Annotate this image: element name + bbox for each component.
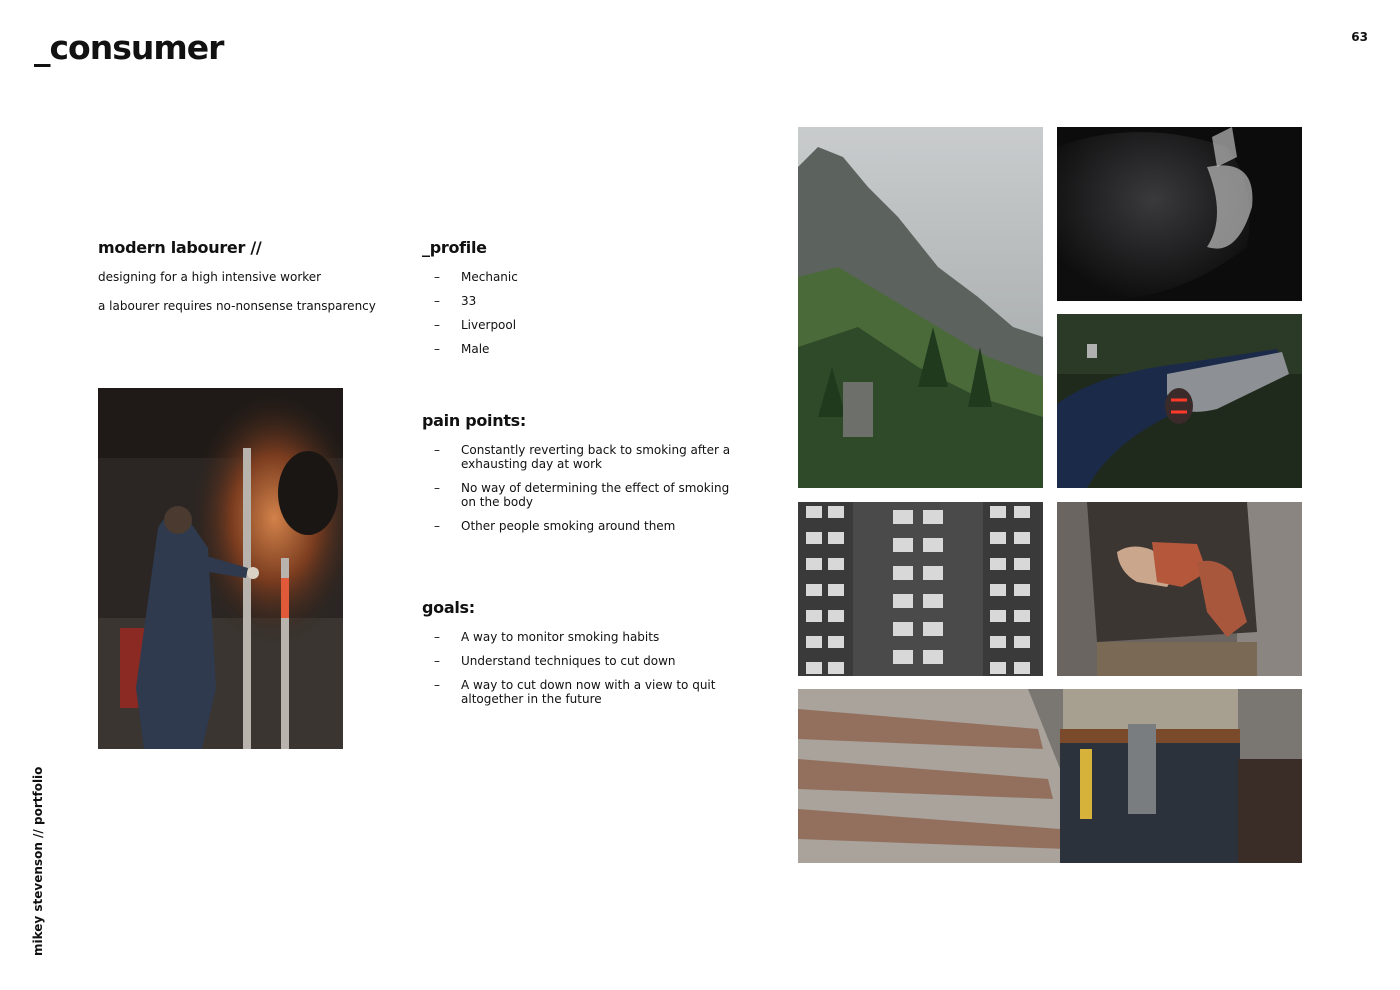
tower-block-photo — [798, 502, 1043, 676]
bullet-dash: – — [434, 342, 440, 356]
tool-belt-photo — [798, 689, 1302, 863]
motorbike-tail-photo — [1057, 314, 1302, 488]
profile-heading: _profile — [422, 238, 487, 257]
goals-list — [434, 630, 734, 716]
list-item: – Other people smoking around them — [434, 519, 676, 533]
portfolio-credit: mikey stevenson // portfolio — [31, 766, 45, 956]
list-item: – 33 — [434, 294, 477, 308]
bullet-dash: – — [434, 443, 440, 457]
bullet-dash: – — [434, 654, 440, 668]
bullet-dash: – — [434, 630, 440, 644]
list-item: – No way of determining the effect of smoking on the body — [434, 481, 730, 509]
bullet-dash: – — [434, 270, 440, 284]
carbon-helmet-photo — [1057, 127, 1302, 301]
intro-line: designing for a high intensive worker — [98, 270, 322, 284]
pain-points-list — [434, 443, 734, 543]
bullet-dash: – — [434, 678, 440, 692]
list-item: – Understand techniques to cut down — [434, 654, 676, 668]
profile-list — [434, 270, 734, 366]
goals-heading: goals: — [422, 598, 475, 617]
list-item: – Constantly reverting back to smoking after a exhausting day at work — [434, 443, 731, 471]
list-item: – Liverpool — [434, 318, 517, 332]
list-item: – Mechanic — [434, 270, 518, 284]
bullet-dash: – — [434, 318, 440, 332]
bullet-dash: – — [434, 294, 440, 308]
mountain-photo — [798, 127, 1043, 488]
page-title: _consumer — [34, 28, 224, 67]
pain-points-heading: pain points: — [422, 411, 526, 430]
list-item: – A way to cut down now with a view to quit altogether in the future — [434, 678, 716, 706]
intro-heading: modern labourer // — [98, 238, 262, 257]
page-number: 63 — [1351, 30, 1368, 44]
intro-line: a labourer requires no-nonsense transparency — [98, 299, 376, 313]
list-item: – Male — [434, 342, 490, 356]
mechanic-photo — [98, 388, 343, 749]
bullet-dash: – — [434, 481, 440, 495]
list-item: – A way to monitor smoking habits — [434, 630, 660, 644]
work-gloves-photo — [1057, 502, 1302, 676]
bullet-dash: – — [434, 519, 440, 533]
